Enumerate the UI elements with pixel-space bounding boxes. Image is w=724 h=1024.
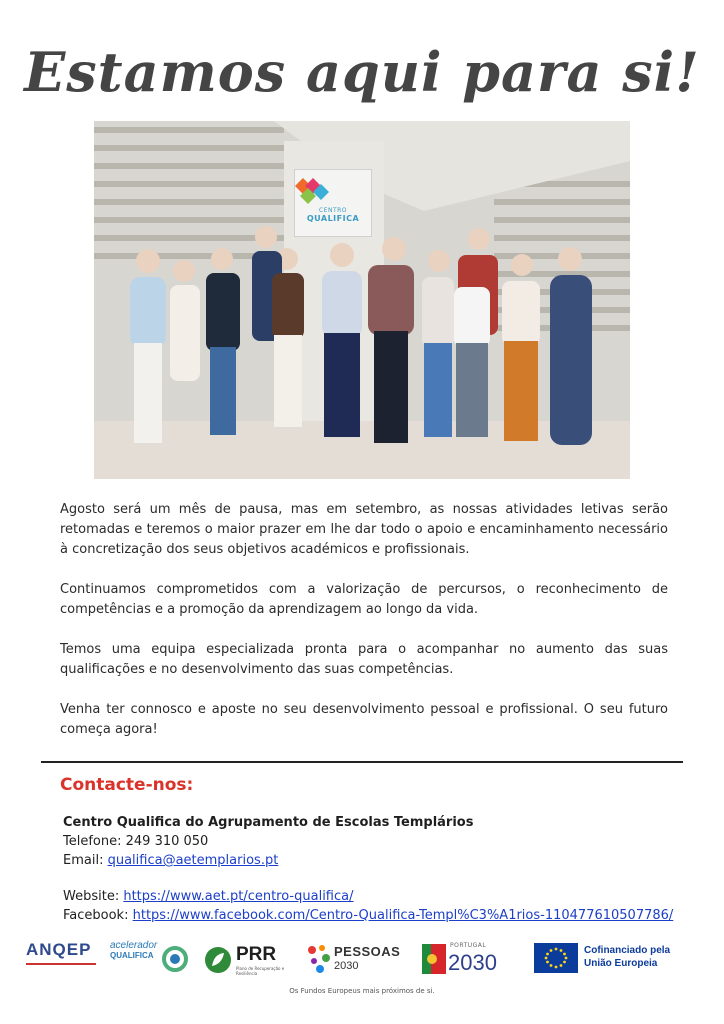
portugal-year: 2030 <box>448 950 497 975</box>
pessoas-text: PESSOAS <box>334 944 401 959</box>
eu-text-2: União Europeia <box>584 958 658 969</box>
footer-note: Os Fundos Europeus mais próximos de si. <box>289 987 435 995</box>
section-divider <box>41 761 683 763</box>
email-link[interactable]: qualifica@aetemplarios.pt <box>107 853 279 868</box>
anqep-logo-bar <box>26 963 96 965</box>
contact-title: Contacte-nos: <box>60 775 194 795</box>
eu-text-1: Cofinanciado pela <box>584 945 671 956</box>
eu-cofinanced-logo <box>534 940 684 978</box>
website-link[interactable]: https://www.aet.pt/centro-qualifica/ <box>123 889 354 904</box>
portugal-flag-icon <box>422 944 446 974</box>
anqep-logo-text: ANQEP <box>26 940 92 959</box>
paragraph-1: Agosto será um mês de pausa, mas em setembro, as nossas atividades letivas serão retomadas e teremos o maior prazer em lhe dar todo o apoio e encaminhamento necessário à concretização dos seus objetivos académicos e profissionais. <box>60 502 668 557</box>
portugal-2030-logo <box>422 940 508 978</box>
phone-line <box>63 834 208 849</box>
website-label: Website: <box>63 889 124 904</box>
sign-line-2: QUALIFICA <box>306 214 360 223</box>
pessoas-2030-logo <box>306 940 400 978</box>
team-photo <box>94 121 630 479</box>
acelerador-circle-icon <box>162 946 188 972</box>
acelerador-qualifica-logo <box>110 940 190 978</box>
qualifica-text: QUALIFICA <box>110 951 154 960</box>
paragraph-4: Venha ter connosco e aposte no seu desenvolvimento pessoal e profissional. O seu futuro começa agora! <box>60 702 668 737</box>
email-label: Email: <box>63 853 108 868</box>
phone-label: Telefone: <box>63 834 126 849</box>
prr-logo <box>204 940 294 978</box>
sign-line-1: CENTRO <box>318 207 348 214</box>
facebook-label: Facebook: <box>63 908 133 923</box>
org-name: Centro Qualifica do Agrupamento de Escolas Templários <box>63 815 474 830</box>
prr-subtitle: Plano de Recuperação e Resiliência <box>236 966 285 976</box>
paragraph-2: Continuamos comprometidos com a valorização de percursos, o reconhecimento de competências e a promoção da aprendizagem ao longo da vida. <box>60 582 668 617</box>
pessoas-year: 2030 <box>334 960 359 972</box>
centro-qualifica-sign <box>294 169 372 237</box>
facebook-link[interactable]: https://www.facebook.com/Centro-Qualifica-Templ%C3%A1rios-110477610507786/ <box>132 908 674 923</box>
paragraph-3: Temos uma equipa especializada pronta para o acompanhar no aumento das suas qualificações e no desenvolvimento das suas competências. <box>60 642 668 677</box>
facebook-line <box>63 908 673 923</box>
acelerador-text: acelerador <box>110 940 158 951</box>
page-headline: Estamos aqui para si! <box>24 40 700 104</box>
phone-number: 249 310 050 <box>125 834 209 849</box>
portugal-text: PORTUGAL <box>450 942 487 949</box>
eu-flag-icon <box>534 943 578 973</box>
pessoas-dots-icon <box>306 944 332 974</box>
prr-leaf-icon <box>204 946 232 974</box>
website-line <box>63 889 354 904</box>
anqep-logo <box>26 940 102 978</box>
qualifica-logo-icon <box>295 176 329 206</box>
prr-text: PRR <box>236 944 277 965</box>
email-line <box>63 853 278 868</box>
